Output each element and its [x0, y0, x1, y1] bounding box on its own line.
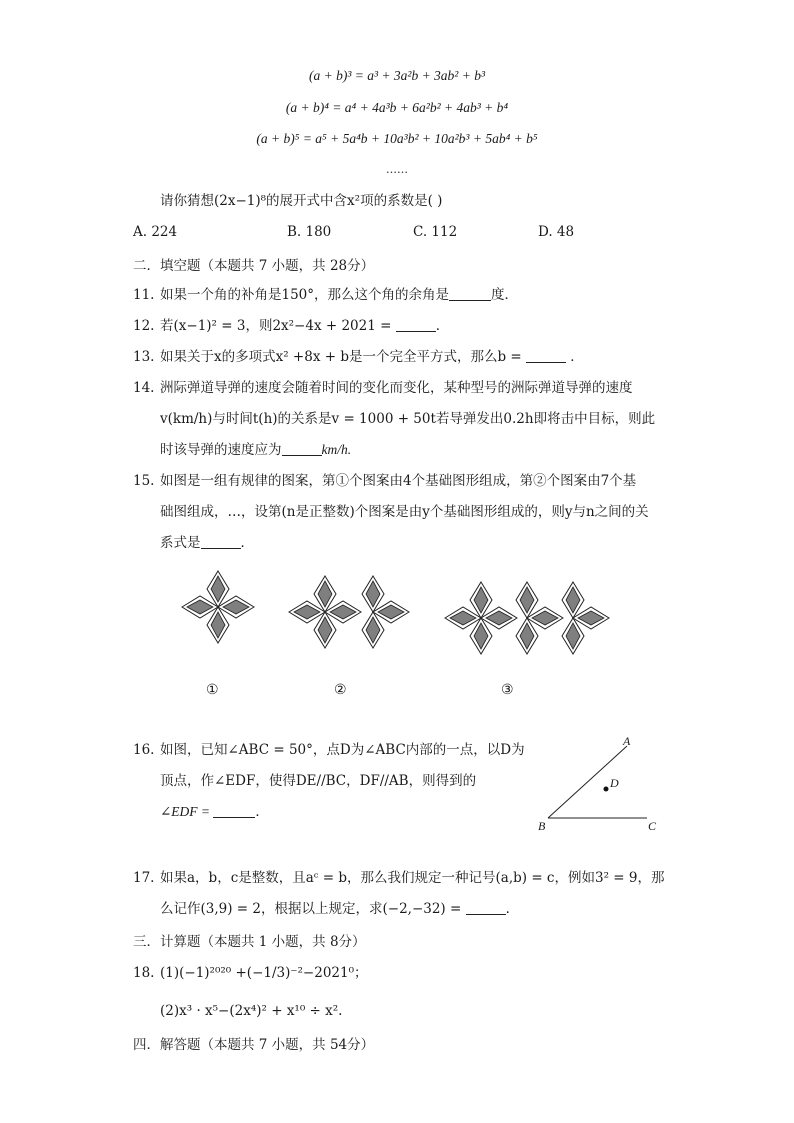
q15-line2: 础图组成，…，设第(n是正整数)个图案是由y个基础图形组成的，则y与n之间的关	[160, 504, 649, 520]
q17-text-a: 么记作(3,9) = 2，根据以上规定，求(−2,−32) =	[160, 901, 466, 917]
q16-line3	[160, 802, 269, 822]
q11-text-b: 度．	[491, 287, 519, 303]
binomial-fourth: (a + b)⁴ = a⁴ + 4a³b + 6a²b² + 4ab³ + b⁴	[285, 100, 509, 115]
q16-text-b: ．	[255, 804, 269, 820]
pattern-label-2: ②	[334, 682, 347, 698]
q17-blank[interactable]	[466, 900, 506, 915]
q14-line2: v(km/h)与时间t(h)的关系是v = 1000 + 50t若导弹发出0.2h即将击中目标，则此	[160, 411, 656, 427]
q17-text-b: ．	[505, 901, 520, 917]
option-d: D. 48	[538, 224, 575, 240]
option-a: A. 224	[133, 224, 178, 240]
label-d: D	[610, 776, 619, 790]
q14-number: 14.	[133, 380, 155, 396]
pattern-1	[182, 571, 254, 643]
q12-number: 12.	[133, 318, 155, 334]
q12-text-a: 若(x−1)² = 3，则2x²−4x + 2021 =	[160, 318, 396, 334]
q16-text-a: ∠EDF =	[160, 804, 214, 819]
q11-text	[160, 285, 518, 305]
q16-number: 16.	[133, 742, 155, 758]
q10-stem: 请你猜想(2x−1)⁸的展开式中含x²项的系数是( )	[160, 193, 443, 209]
ellipsis: ……	[386, 163, 408, 176]
point-d	[604, 787, 609, 792]
q11-blank[interactable]	[449, 286, 491, 301]
q13-text	[160, 347, 584, 367]
pattern-figure	[165, 556, 635, 706]
q14-line1: 洲际弹道导弹的速度会随着时间的变化而变化，某种型号的洲际弹道导弹的速度	[160, 380, 633, 396]
label-a: A	[623, 734, 631, 748]
label-b: B	[538, 819, 546, 833]
q12-text	[160, 316, 449, 336]
section-3-heading: 三．计算题（本题共 1 小题，共 8分）	[133, 934, 366, 950]
option-b: B. 180	[287, 224, 332, 240]
q15-text-b: ．	[240, 535, 254, 551]
q14-blank[interactable]	[282, 441, 322, 456]
q18-part1: (1)(−1)²⁰²⁰ +(−1/3)⁻²−2021⁰；	[160, 965, 368, 981]
q11-number: 11.	[133, 287, 155, 303]
binomial-fifth: (a + b)⁵ = a⁵ + 5a⁴b + 10a³b² + 10a²b³ + 5ab⁴ + b⁵	[256, 131, 538, 146]
q11-text-a: 如果一个角的补角是150°，那么这个角的余角是	[160, 287, 450, 303]
q12-blank[interactable]	[396, 317, 436, 332]
q13-number: 13.	[133, 349, 155, 365]
q15-line1: 如图是一组有规律的图案，第①个图案由4个基础图形组成，第②个图案由7个基	[160, 473, 637, 489]
q17-number: 17.	[133, 870, 155, 886]
q15-line3	[160, 533, 254, 553]
q15-text-a: 系式是	[160, 535, 201, 551]
q16-line2: 顶点，作∠EDF，使得DE//BC，DF//AB，则得到的	[160, 773, 477, 789]
pattern-3	[445, 582, 609, 654]
section-4-heading: 四．解答题（本题共 7 小题，共 54分）	[133, 1037, 375, 1053]
q15-number: 15.	[133, 473, 155, 489]
binomial-cube: (a + b)³ = a³ + 3a²b + 3ab² + b³	[308, 68, 486, 83]
q13-text-a: 如果关于x的多项式x² +8x + b是一个完全平方式，那么b =	[160, 349, 527, 365]
pattern-label-3: ③	[501, 682, 514, 698]
pattern-label-1: ①	[206, 682, 219, 698]
q17-line1: 如果a，b，c是整数，且aᶜ = b，那么我们规定一种记号(a,b) = c，例如3² = 9，那	[160, 870, 665, 886]
q14-line3	[160, 440, 351, 460]
q13-blank[interactable]	[526, 348, 566, 363]
q12-text-b: ．	[435, 318, 450, 334]
q16-line1: 如图，已知∠ABC = 50°，点D为∠ABC内部的一点，以D为	[160, 742, 525, 758]
label-c: C	[648, 819, 657, 833]
q18-number: 18.	[133, 965, 155, 981]
pattern-2	[289, 576, 409, 648]
q18-part2: (2)x³ · x⁵−(2x⁴)² + x¹⁰ ÷ x².	[160, 1003, 343, 1019]
q17-line2	[160, 899, 519, 919]
q14-text-a: 时该导弹的速度应为	[160, 442, 282, 458]
q13-text-b: ．	[566, 349, 584, 365]
q15-blank[interactable]	[201, 534, 241, 549]
option-c: C. 112	[413, 224, 458, 240]
section-2-heading: 二．填空题（本题共 7 小题，共 28分）	[133, 258, 375, 274]
q14-unit: km/h.	[321, 442, 352, 457]
q16-blank[interactable]	[213, 803, 255, 818]
